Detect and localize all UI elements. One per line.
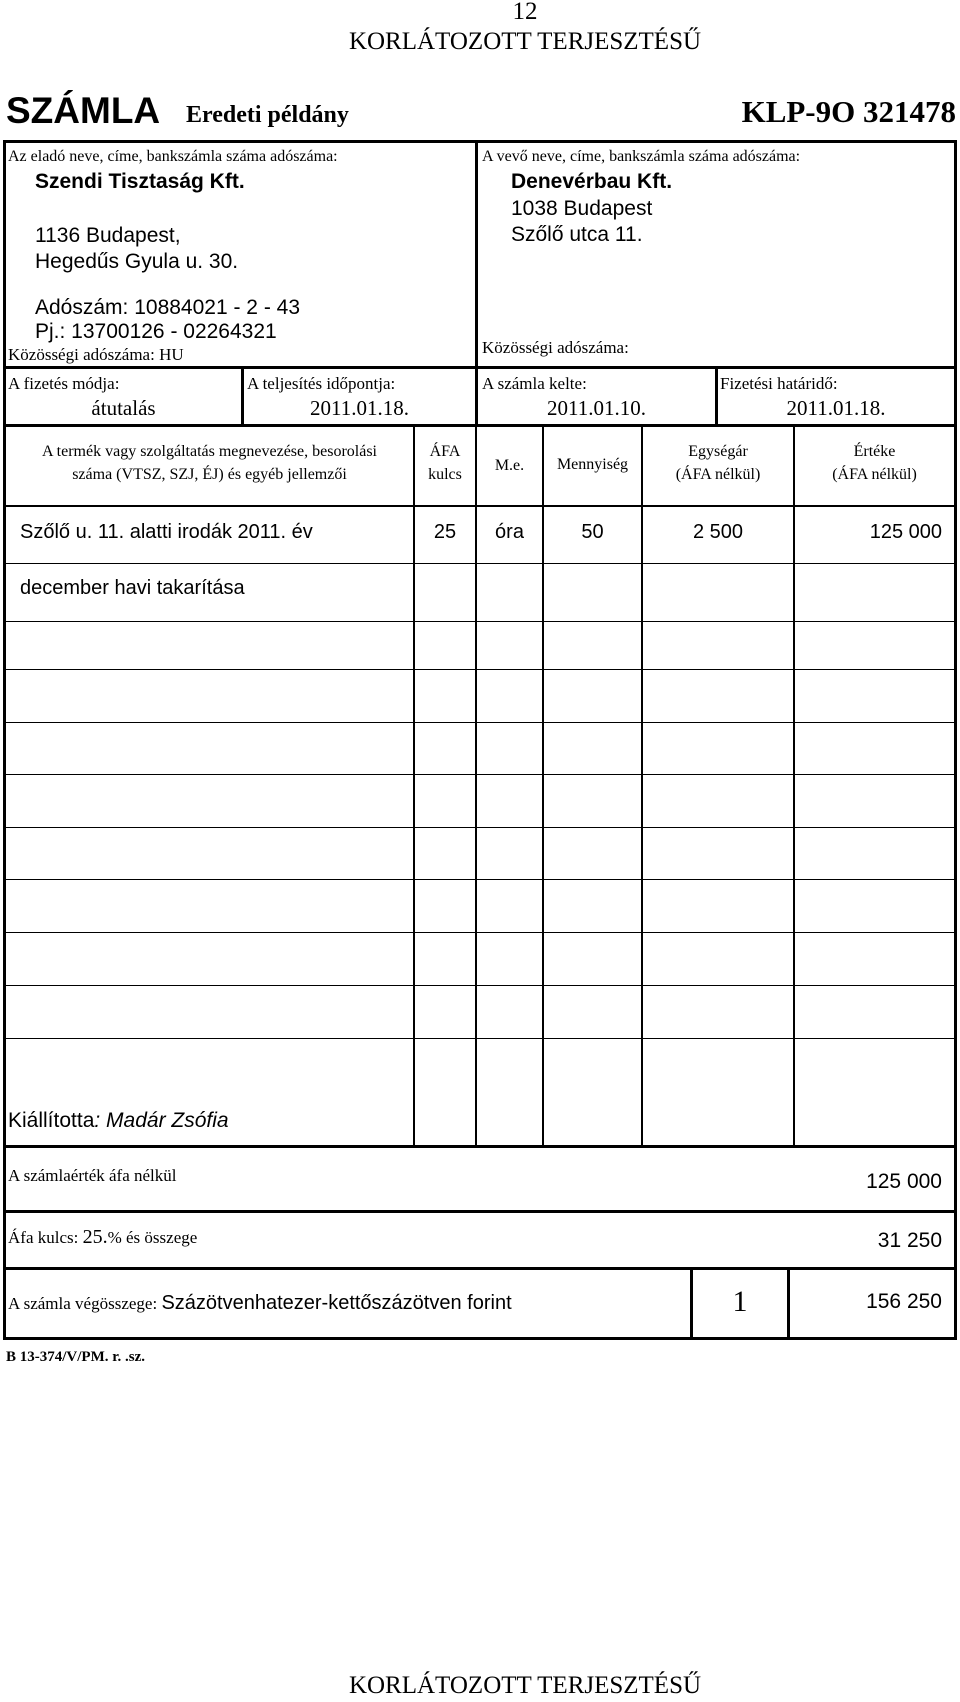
issued-by	[8, 1109, 229, 1133]
invoice-subtitle: Eredeti példány	[186, 102, 349, 128]
deadline-value: 2011.01.18.	[786, 396, 886, 420]
col-unit-price-line1: Egységár	[688, 443, 748, 460]
issued-by-label: Kiállította	[8, 1109, 95, 1132]
buyer-community-tax: Közösségi adószáma:	[482, 338, 629, 357]
col-unit-price-line2: (ÁFA nélkül)	[675, 466, 761, 483]
row-unit-price: 2 500	[692, 521, 744, 543]
form-code: B 13-374/V/PM. r. .sz.	[6, 1349, 146, 1365]
fulfillment-label: A teljesítés időpontja:	[247, 374, 396, 393]
classification-bottom: KORLÁTOZOTT TERJESZTÉSŰ	[348, 1672, 702, 1699]
buyer-name: Denevérbau Kft.	[511, 170, 673, 193]
invoice-header	[6, 90, 956, 140]
vat-label-b: % és összege	[107, 1228, 198, 1247]
seller-community-tax: Közösségi adószáma: HU	[8, 345, 184, 364]
page-marker: 1	[732, 1285, 748, 1318]
seller-address-line1: 1136 Budapest,	[35, 224, 181, 247]
row-vat: 25	[433, 521, 457, 543]
col-quantity: Mennyiség	[556, 456, 629, 473]
row-value: 125 000	[869, 521, 942, 543]
payment-method-value: átutalás	[91, 396, 156, 420]
invoice-number: KLP-9O 321478	[741, 94, 956, 129]
vat-total-label	[8, 1226, 197, 1249]
col-vat-line1: ÁFA	[429, 443, 461, 460]
issued-by-name: : Madár Zsófia	[94, 1109, 229, 1132]
deadline-label: Fizetési határidő:	[720, 374, 838, 393]
net-total-label: A számlaérték áfa nélkül	[8, 1166, 177, 1185]
row-description-line2: december havi takarítása	[20, 577, 245, 599]
seller-address-line2: Hegedűs Gyula u. 30.	[35, 250, 239, 273]
gross-total-label	[8, 1292, 512, 1315]
issue-date-value: 2011.01.10.	[547, 396, 646, 420]
net-total-value: 125 000	[866, 1170, 942, 1193]
vat-label-a: Áfa kulcs:	[8, 1228, 83, 1247]
gross-in-words: Százötvenhatezer-kettőszázötven forint	[161, 1292, 512, 1314]
buyer-label: A vevő neve, címe, bankszámla száma adószáma:	[482, 148, 801, 165]
row-quantity: 50	[581, 521, 604, 543]
col-description-line1: A termék vagy szolgáltatás megnevezése, besorolási	[42, 443, 377, 460]
vat-rate: 25.	[82, 1226, 108, 1248]
col-value-line1: Értéke	[853, 443, 896, 460]
gross-label: A számla végösszege:	[8, 1294, 162, 1313]
fulfillment-value: 2011.01.18.	[310, 396, 409, 420]
col-description-line2: száma (VTSZ, SZJ, ÉJ) és egyéb jellemzői	[72, 466, 347, 483]
buyer-address-line1: 1038 Budapest	[511, 197, 653, 220]
col-vat-line2: kulcs	[428, 466, 462, 483]
seller-pj-number: Pj.: 13700126 - 02264321	[35, 320, 277, 343]
seller-name: Szendi Tisztaság Kft.	[35, 170, 245, 193]
classification-top: KORLÁTOZOTT TERJESZTÉSŰ	[348, 28, 702, 55]
vat-total-value: 31 250	[877, 1229, 942, 1252]
row-unit: óra	[495, 521, 524, 543]
seller-tax-number: Adószám: 10884021 - 2 - 43	[35, 296, 301, 319]
buyer-address-line2: Szőlő utca 11.	[511, 223, 643, 246]
col-value-line2: (ÁFA nélkül)	[832, 466, 917, 483]
payment-method-label: A fizetés módja:	[8, 374, 120, 393]
gross-total-value: 156 250	[866, 1290, 942, 1313]
page-number: 12	[512, 0, 538, 25]
col-unit: M.e.	[494, 457, 525, 474]
invoice-title: SZÁMLA	[6, 90, 161, 131]
issue-date-label: A számla kelte:	[482, 374, 587, 393]
seller-label: Az eladó neve, címe, bankszámla száma adószáma:	[8, 148, 338, 165]
row-description-line1: Szőlő u. 11. alatti irodák 2011. év	[20, 521, 313, 543]
